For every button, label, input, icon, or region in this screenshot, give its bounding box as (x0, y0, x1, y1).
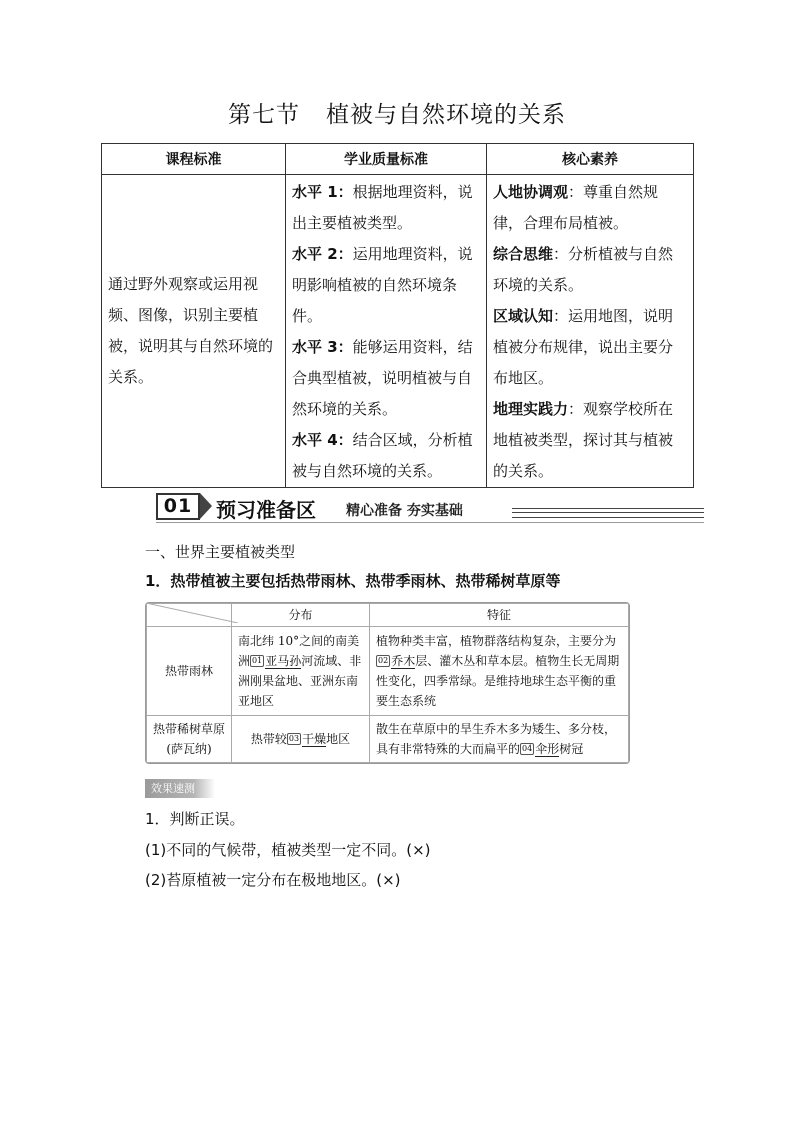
banner-arrow-icon (200, 493, 212, 519)
standards-table (101, 143, 694, 488)
header-features: 特征 (370, 604, 629, 627)
item-heading: 1．热带植被主要包括热带雨林、热带季雨林、热带稀树草原等 (145, 572, 561, 590)
core-literacy-cell (487, 175, 694, 488)
section-banner (156, 491, 704, 523)
blank-marker: 01 (252, 655, 263, 665)
quiz-item-1: (1)不同的气候带，植被类型一定不同。(×) (145, 841, 431, 859)
quiz-heading: 1．判断正误。 (145, 810, 245, 828)
quality-standard-cell (286, 175, 487, 488)
features-cell: 植物种类丰富，植物群落结构复杂，主要分为02 乔木层、灌木丛和草本层。植物生长无周期性变化，四季常绿。是维持地球生态平衡的重要生态系统 (370, 627, 629, 716)
level-1: 水平 1：根据地理资料，说出主要植被类型。 (292, 183, 473, 232)
table-row (147, 627, 629, 716)
header-distribution: 分布 (232, 604, 370, 627)
fill-in-answer: 干燥 (302, 731, 327, 746)
features-cell: 散生在草原中的旱生乔木多为矮生、多分枝，具有非常特殊的大而扁平的 04 伞形树冠 (370, 715, 629, 762)
table-row (147, 715, 629, 762)
banner-subtitle: 精心准备 夯实基础 (346, 503, 463, 519)
banner-number: 01 (156, 493, 200, 520)
row-label: 热带稀树草原(萨瓦纳) (147, 715, 232, 762)
distribution-cell: 南北纬 10°之间的南美洲 01 亚马孙河流域、非洲刚果盆地、亚洲东南亚地区 (232, 627, 370, 716)
course-standard-cell: 通过野外观察或运用视频、图像，识别主要植被，说明其与自然环境的关系。 (102, 175, 286, 488)
literacy-2: 综合思维：分析植被与自然环境的关系。 (493, 245, 674, 294)
table-header-row (102, 144, 694, 175)
page-title: 第七节 植被与自然环境的关系 (228, 102, 566, 128)
banner-rule-lines (512, 508, 704, 518)
table-row (102, 175, 694, 488)
quiz-tag: 效果速测 (145, 779, 215, 798)
section-heading: 一、世界主要植被类型 (145, 543, 296, 561)
distribution-cell: 热带较 03 干燥地区 (232, 715, 370, 762)
header-quality-standard: 学业质量标准 (286, 144, 487, 175)
level-4: 水平 4：结合区域，分析植被与自然环境的关系。 (292, 431, 473, 480)
literacy-3: 区域认知：运用地图，说明植被分布规律，说出主要分布地区。 (493, 307, 674, 387)
blank-marker: 02 (378, 655, 389, 665)
level-3: 水平 3：能够运用资料，结合典型植被，说明植被与自然环境的关系。 (292, 338, 473, 418)
fill-in-answer: 伞形 (535, 741, 560, 756)
literacy-1: 人地协调观：尊重自然规律，合理布局植被。 (493, 183, 659, 232)
diagonal-line (146, 603, 238, 623)
header-core-literacy: 核心素养 (487, 144, 694, 175)
quiz-item-2: (2)苔原植被一定分布在极地地区。(×) (145, 871, 401, 889)
fill-in-answer: 亚马孙 (265, 653, 302, 668)
blank-marker: 04 (522, 743, 533, 753)
header-course-standard: 课程标准 (102, 144, 286, 175)
banner-title: 预习准备区 (216, 498, 316, 522)
level-2: 水平 2：运用地理资料，说明影响植被的自然环境条件。 (292, 245, 473, 325)
banner-underline (156, 522, 704, 523)
fill-in-answer: 乔木 (391, 653, 416, 668)
vegetation-table (145, 602, 630, 764)
row-label: 热带雨林 (147, 627, 232, 716)
literacy-4: 地理实践力：观察学校所在地植被类型，探讨其与植被的关系。 (493, 400, 674, 480)
blank-marker: 03 (288, 733, 300, 743)
